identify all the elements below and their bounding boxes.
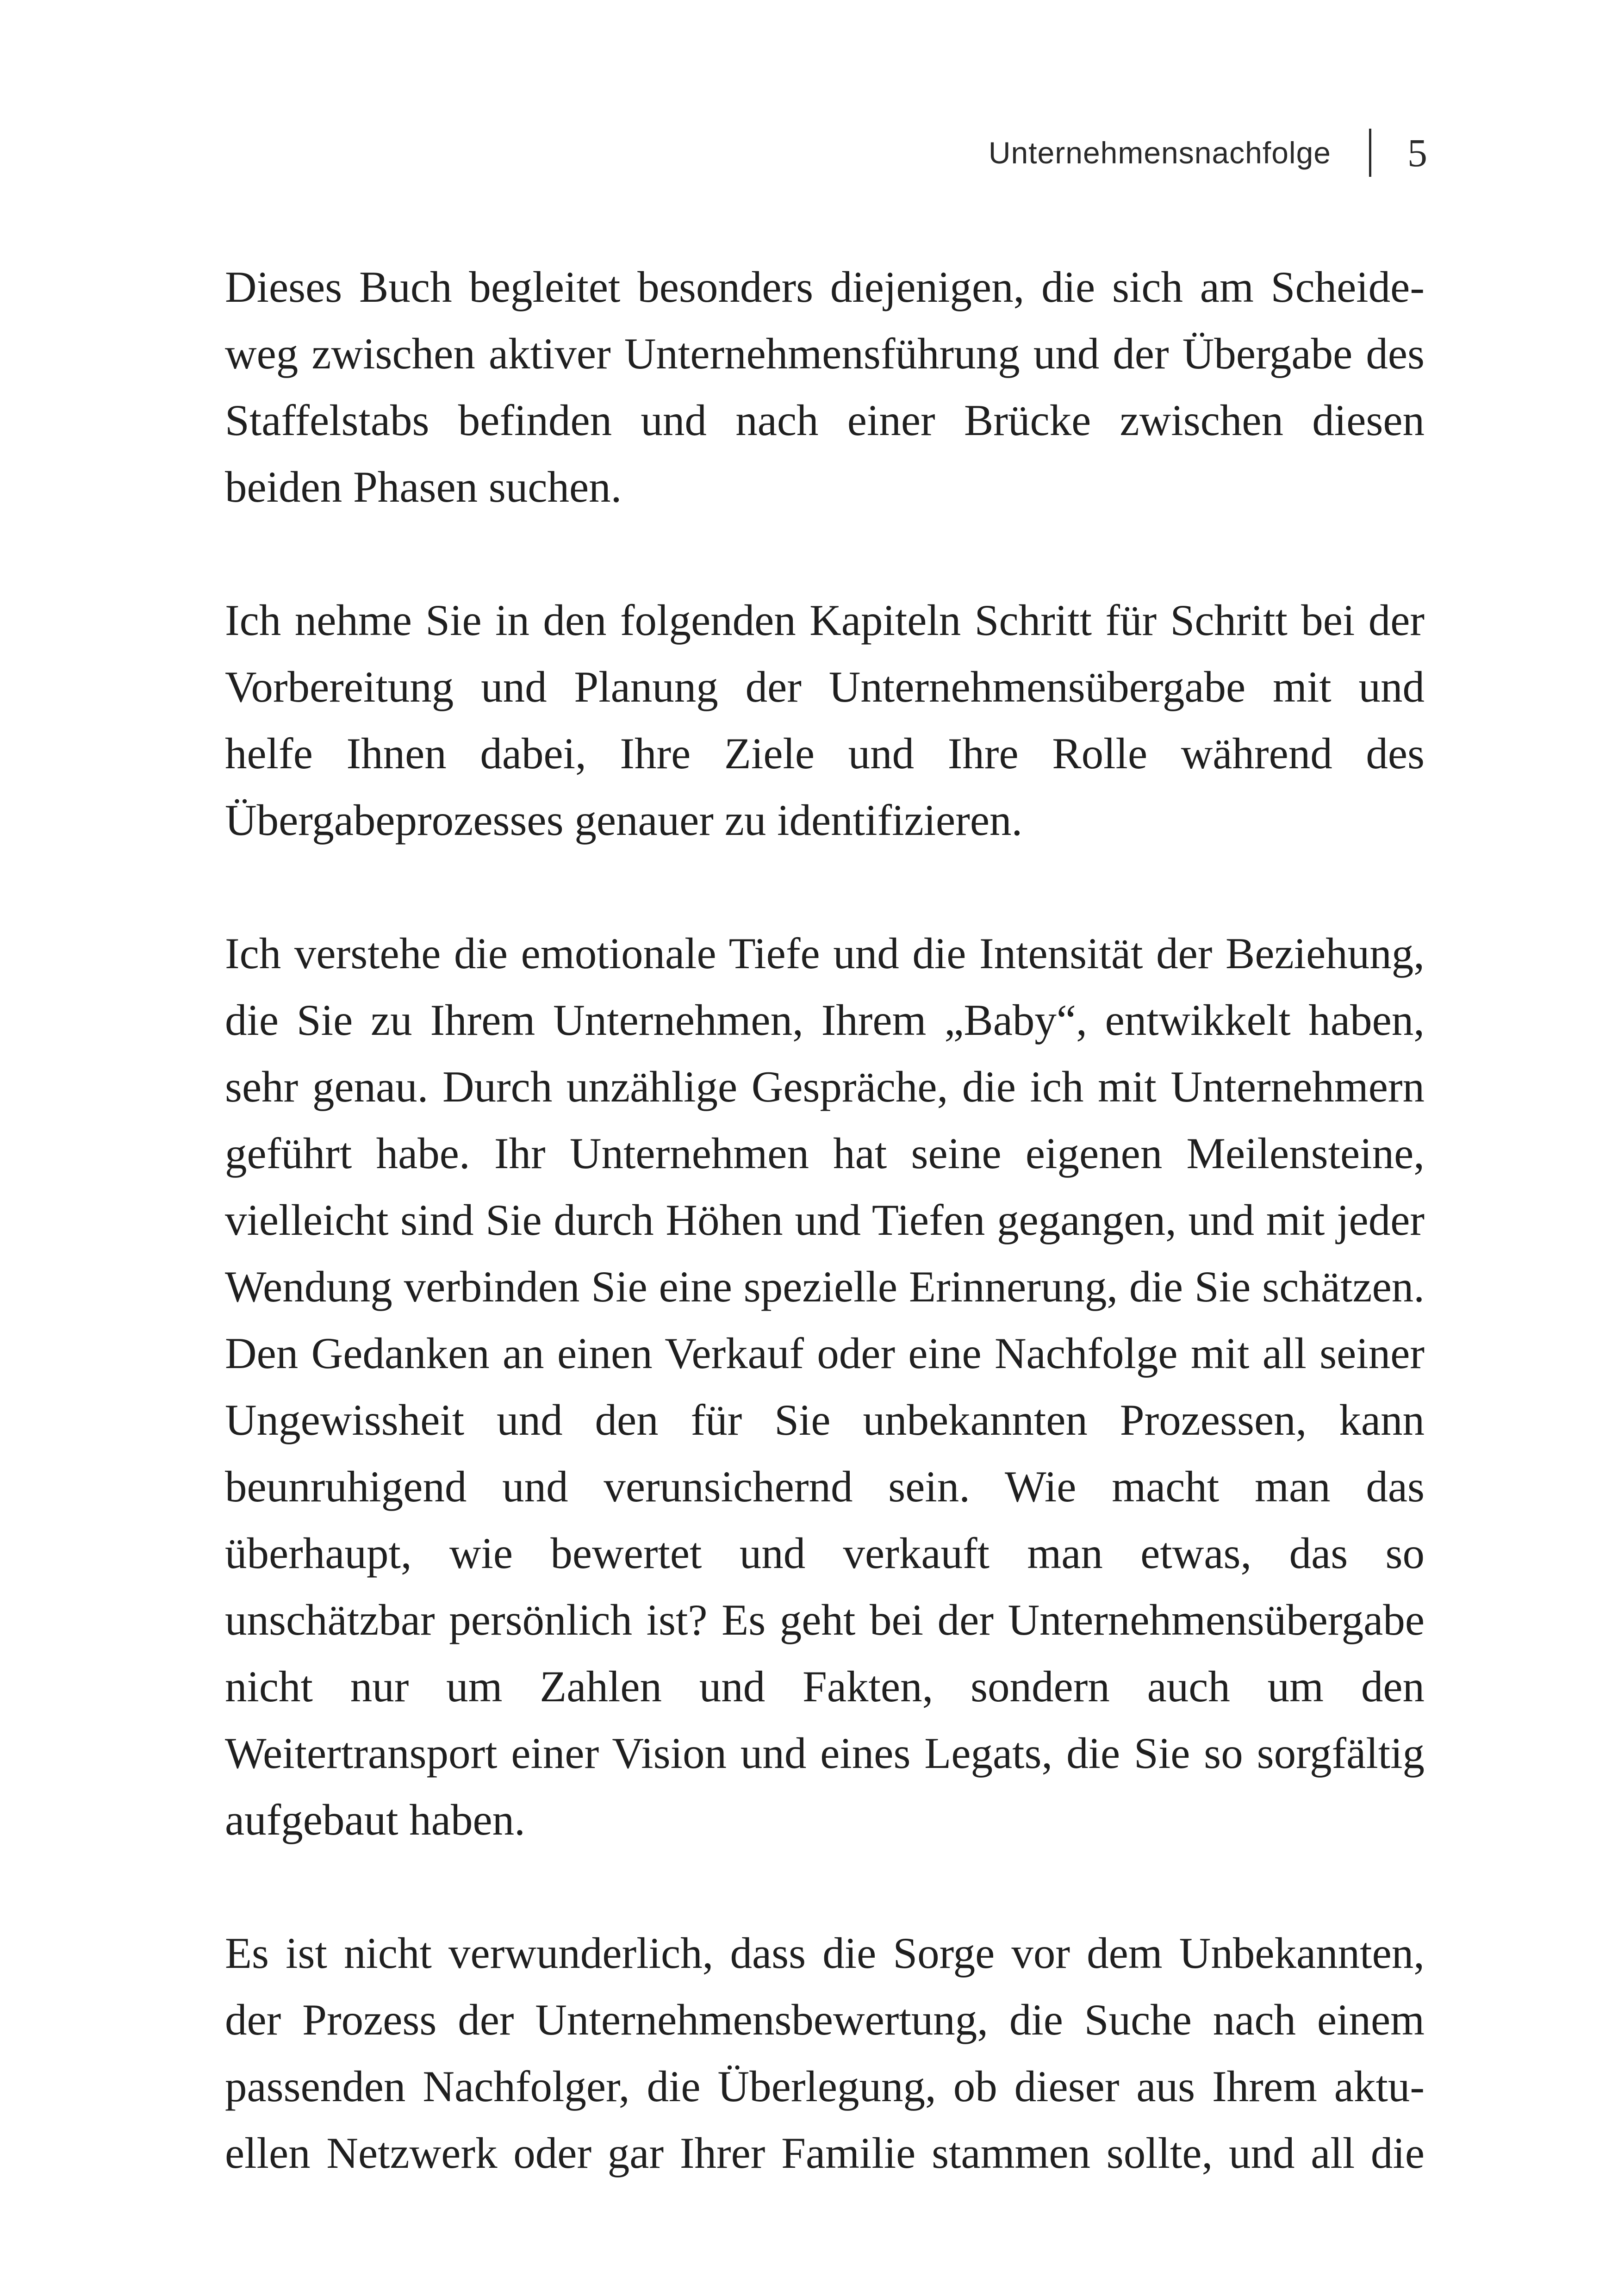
header-divider [1369,129,1371,177]
running-header-title: Unternehmensnachfolge [988,136,1331,170]
body-text [225,254,1425,2186]
running-header [989,116,1427,190]
paragraph-4: Es ist nicht verwunderlich, dass die Sorge vor dem Unbekannten, der Prozess der Unternehmensbewertung, die Suche nach einem passenden Nachfolger, die Überlegung, ob dieser aus Ihrem aktuellen Netzwerk oder gar Ihrer Familie stammen sollte, und all die [225,1929,1425,2178]
paragraph-1: Dieses Buch begleitet besonders diejenigen, die sich am Scheideweg zwischen aktiver Unternehmensführung und der Übergabe des Staffelstabs befinden und nach einer Brücke zwischen diesen beiden Phasen suchen. [225,262,1425,511]
paragraph-3: Ich verstehe die emotionale Tiefe und die Intensität der Beziehung, die Sie zu Ihrem Unternehmen, Ihrem „Baby“, entwikkelt haben, sehr genau. Durch unzählige Gespräche, die ich mit Unternehmern geführt habe. Ihr Unternehmen hat seine eigenen Meilensteine, vielleicht sind Sie durch Höhen und Tiefen gegangen, und mit jeder Wendung verbinden Sie eine spezielle Erinnerung, die Sie schätzen. Den Gedanken an einen Verkauf oder eine Nachfolge mit all seiner Ungewissheit und den für Sie unbekannten Prozessen, kann beunruhigend und verunsichernd sein. Wie macht man das überhaupt, wie bewertet und verkauft man etwas, das so unschätzbar persönlich ist? Es geht bei der Unternehmensübergabe nicht nur um Zahlen und Fakten, sondern auch um den Weitertransport einer Vision und eines Legats, die Sie so sorgfältig aufgebaut haben. [225,929,1425,1844]
paragraph-2: Ich nehme Sie in den folgenden Kapiteln Schritt für Schritt bei der Vorbereitung und Planung der Unternehmensübergabe mit und helfe Ihnen dabei, Ihre Ziele und Ihre Rolle während des Übergabeprozesses genauer zu identifizieren. [225,596,1425,845]
page-number: 5 [1407,131,1427,175]
